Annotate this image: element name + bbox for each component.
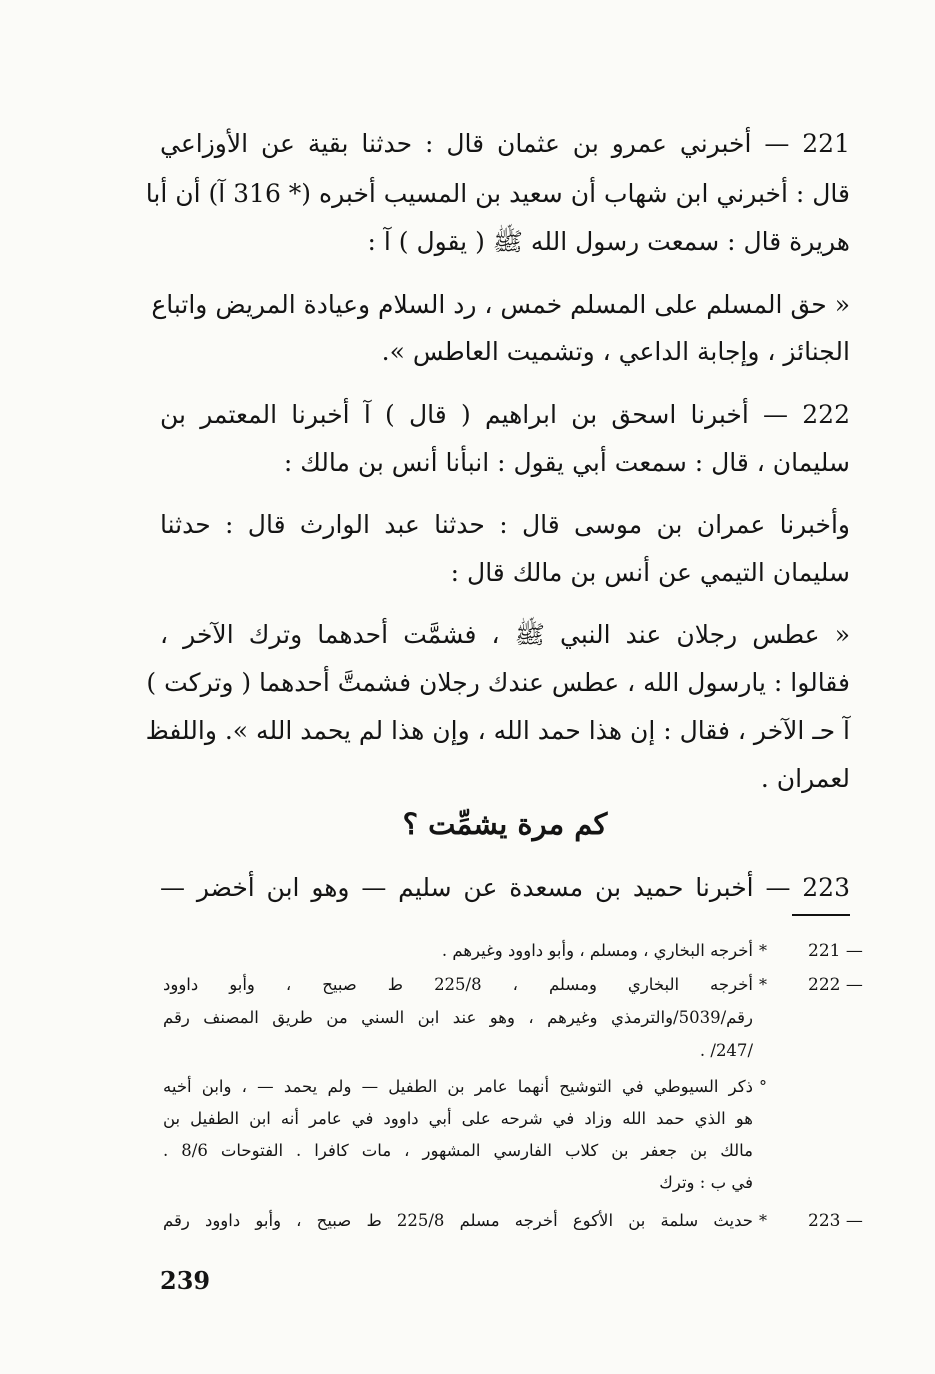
quote-222-line-2: فقالوا : يارسول الله ، عطس عندك رجلان فشمتَّ أحدهما ( وتركت ) [146, 668, 850, 697]
quote-221-line-2: الجنائز ، وإجابة الداعي ، وتشميت العاطس ». [381, 337, 850, 366]
hadith-222-line-1: 222 — أخبرنا اسحق بن ابراهيم ( قال ) آ أخبرنا المعتمر بن [160, 400, 850, 429]
footnote-note-line-1: ذكر السيوطي في التوشيح أنهما عامر بن الطفيل — ولم يحمد — ، وابن أخيه [163, 1077, 753, 1096]
hadith-223-line-1: 223 — أخبرنا حميد بن مسعدة عن سليم — وهو ابن أخضر — [160, 873, 850, 902]
hadith-221-line-1: 221 — أخبرني عمرو بن عثمان قال : حدثنا بقية عن الأوزاعي [160, 129, 850, 158]
footnote-222-number: 222 — [808, 975, 863, 995]
footnote-222-line-3: /247/ . [699, 1041, 753, 1060]
footnote-note-line-4: في ب : وترك [659, 1173, 753, 1192]
footnote-222-line-2: رقم/5039/والترمذي وغيرهم ، وهو عند ابن السني من طريق المصنف رقم [163, 1008, 753, 1027]
hadith-221-line-3: هريرة قال : سمعت رسول الله ﷺ ( يقول ) آ : [367, 227, 850, 256]
quote-222-line-1: « عطس رجلان عند النبي ﷺ ، فشمَّت أحدهما وترك الآخر ، [160, 620, 850, 649]
quote-222-line-4: لعمران . [760, 764, 850, 793]
footnote-221-number: 221 — [808, 941, 863, 961]
footnote-note-mark: ° [759, 1077, 767, 1096]
page-number: 239 [160, 1266, 211, 1295]
hadith-221-line-2: قال : أخبرني ابن شهاب أن سعيد بن المسيب أخبره (* 316 آ) أن أبا [145, 179, 850, 208]
footnote-note-line-2: هو الذي حمد الله وزاد في شرحه على أبي داوود في عامر أنه ابن الطفيل بن [163, 1109, 753, 1128]
footnote-separator [792, 914, 850, 916]
footnote-221-mark: * [759, 941, 767, 960]
footnote-221-line-1: أخرجه البخاري ، ومسلم ، وأبو داوود وغيرهم . [441, 941, 753, 960]
section-heading: كم مرة يشمِّت ؟ [402, 807, 608, 841]
footnote-note-line-3: مالك بن جعفر بن كلاب الفارسي المشهور ، مات كافرا . الفتوحات 8/6 . [163, 1141, 753, 1160]
footnote-223-mark: * [759, 1211, 767, 1230]
footnote-222-mark: * [759, 975, 767, 994]
chain-222-line-2: سليمان التيمي عن أنس بن مالك قال : [450, 558, 850, 587]
footnote-223-number: 223 — [808, 1211, 863, 1231]
footnote-223-line-1: حديث سلمة بن الأكوع أخرجه مسلم 225/8 ط صبيح ، وأبو داوود رقم [163, 1211, 753, 1230]
footnote-222-line-1: أخرجه البخاري ومسلم ، 225/8 ط صبيح ، وأبو داوود [163, 975, 753, 994]
hadith-222-line-2: سليمان ، قال : سمعت أبي يقول : انبأنا أنس بن مالك : [283, 448, 850, 477]
quote-221-line-1: « حق المسلم على المسلم خمس ، رد السلام وعيادة المريض واتباع [151, 290, 850, 319]
chain-222-line-1: وأخبرنا عمران بن موسى قال : حدثنا عبد الوارث قال : حدثنا [160, 510, 850, 539]
quote-222-line-3: آ حـ الآخر ، فقال : إن هذا حمد الله ، وإن هذا لم يحمد الله ». واللفظ [145, 716, 850, 745]
